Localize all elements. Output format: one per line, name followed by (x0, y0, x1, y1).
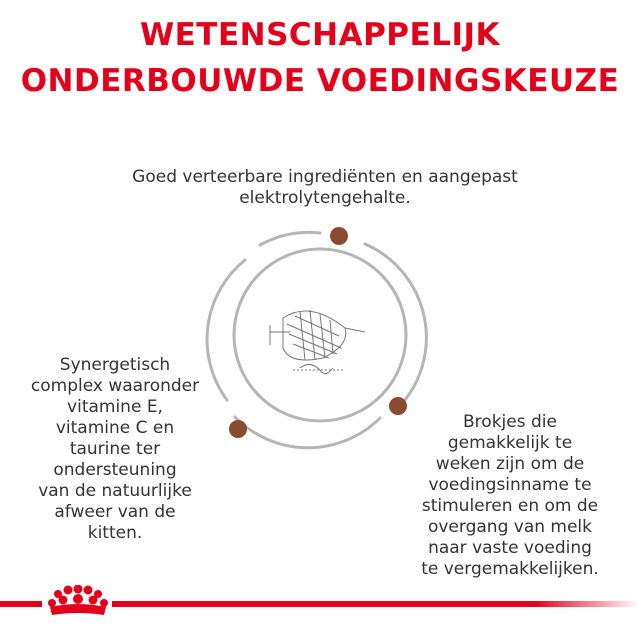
benefit-digestibility (120, 167, 530, 209)
benefit-kibble-soaking (410, 412, 610, 580)
benefit-kibble-soaking-line: stimuleren en om de (421, 496, 599, 516)
benefit-immunity-line: van de natuurlijke (38, 481, 192, 501)
benefit-kibble-soaking-line: Brokjes die (463, 412, 557, 432)
benefit-kibble-soaking-line: voedingsinname te (428, 475, 592, 495)
benefit-digestibility-line: elektrolytengehalte. (239, 188, 411, 208)
benefit-kibble-soaking-line: overgang van melk (427, 517, 593, 537)
footer-line-right (112, 601, 640, 607)
crown-logo-icon (48, 585, 108, 615)
benefit-immunity-line: vitamine C en (55, 418, 175, 438)
connector-dot-right (389, 397, 407, 415)
connector-dot-left (229, 420, 247, 438)
benefit-digestibility-line: Goed verteerbare ingrediënten en aangepast (132, 167, 518, 187)
benefit-immunity-line: complex waaronder (30, 376, 200, 396)
connector-dot-top (330, 227, 348, 245)
benefit-immunity-line: afweer van de (54, 502, 176, 522)
benefit-kibble-soaking-line: weken zijn om de (435, 454, 585, 474)
outer-ring (207, 232, 426, 447)
page-title (0, 12, 640, 104)
benefit-kibble-soaking-line: te vergemakkelijken. (421, 559, 599, 579)
footer-line-left (0, 601, 42, 607)
digestive-sketch-icon (270, 310, 365, 374)
benefit-kibble-soaking-line: gemakkelijk te (447, 433, 573, 453)
benefits-diagram (205, 220, 435, 450)
benefit-immunity (20, 355, 210, 544)
benefit-kibble-soaking-line: naar vaste voeding (428, 538, 592, 558)
benefit-immunity-line: ondersteuning (53, 460, 177, 480)
benefit-immunity-line: vitamine E, (67, 397, 163, 417)
benefit-immunity-line: kitten. (87, 523, 143, 543)
benefit-immunity-line: taurine ter (69, 439, 161, 459)
title-line-2: ONDERBOUWDE VOEDINGSKEUZE (20, 63, 620, 99)
benefit-immunity-line: Synergetisch (59, 355, 171, 375)
footer-bar (0, 585, 640, 625)
title-line-1: WETENSCHAPPELIJK (139, 17, 501, 53)
inner-ring (234, 249, 406, 421)
